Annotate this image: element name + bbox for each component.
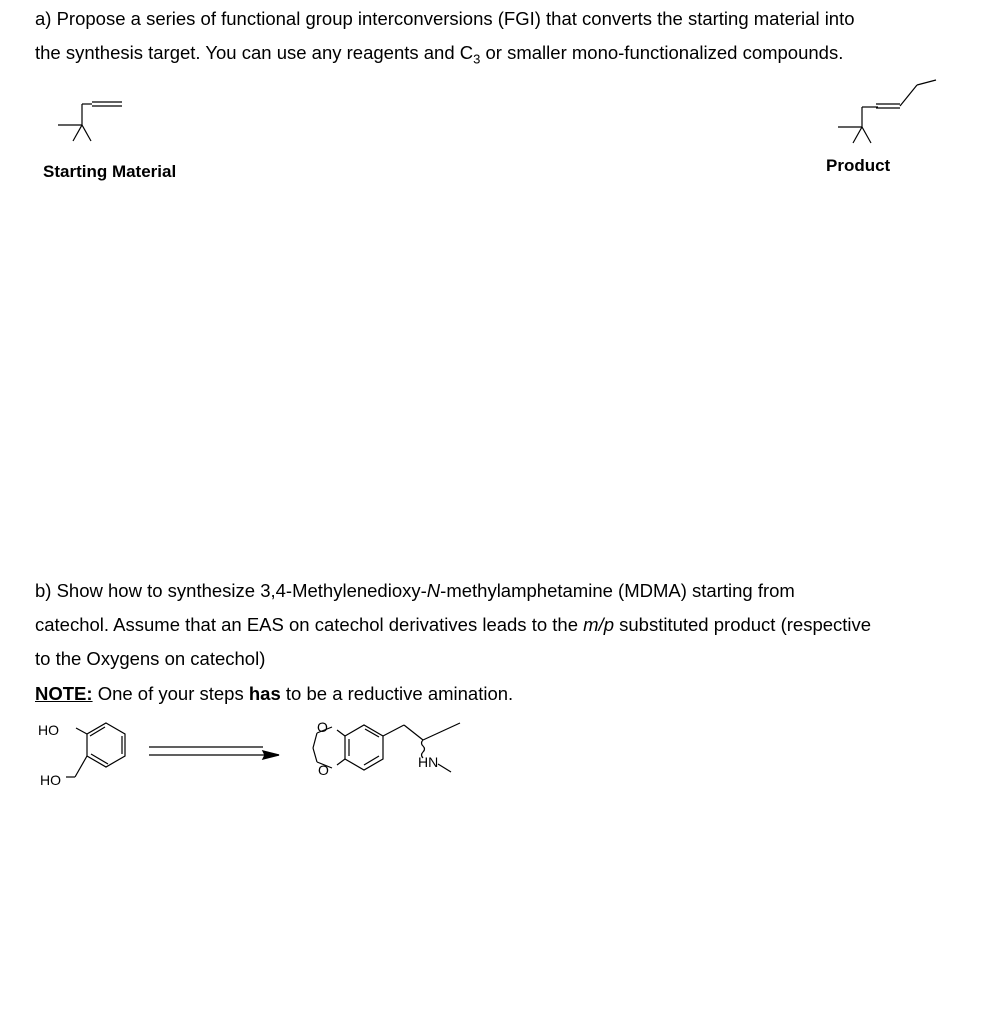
note-label: NOTE: <box>35 683 93 704</box>
o-top-label: O <box>317 719 328 735</box>
synthesis-arrow <box>145 742 295 762</box>
part-a-line-1: a) Propose a series of functional group interconversions (FGI) that converts the starting material into <box>35 8 855 29</box>
part-b-line-2: catechol. Assume that an EAS on catechol derivatives leads to the m/p substituted product (respective <box>35 614 872 635</box>
product-label: Product <box>826 156 891 175</box>
catechol-structure <box>30 715 140 795</box>
part-a-prompt <box>35 2 965 77</box>
part-b-prompt <box>35 574 965 676</box>
part-a-line-2: the synthesis target. You can use any reagents and $C_3$ or smaller mono-functionalized compounds. <box>35 42 844 67</box>
o-bottom-label: O <box>318 762 329 778</box>
part-b-line-3: to the Oxygens on catechol) <box>35 648 266 669</box>
starting-material-structure <box>50 92 140 152</box>
note-line: NOTE: One of your steps has to be a reductive amination. <box>35 683 514 704</box>
part-b-line-1: b) Show how to synthesize 3,4-Methylenedioxy-N-methylamphetamine (MDMA) starting from <box>35 580 795 601</box>
product-structure <box>820 72 950 152</box>
hn-label: HN <box>418 754 439 770</box>
ho-bottom-label: HO <box>40 772 61 788</box>
starting-material-label: Starting Material <box>43 162 177 181</box>
ho-top-label: HO <box>38 722 59 738</box>
mdma-structure <box>305 712 475 792</box>
